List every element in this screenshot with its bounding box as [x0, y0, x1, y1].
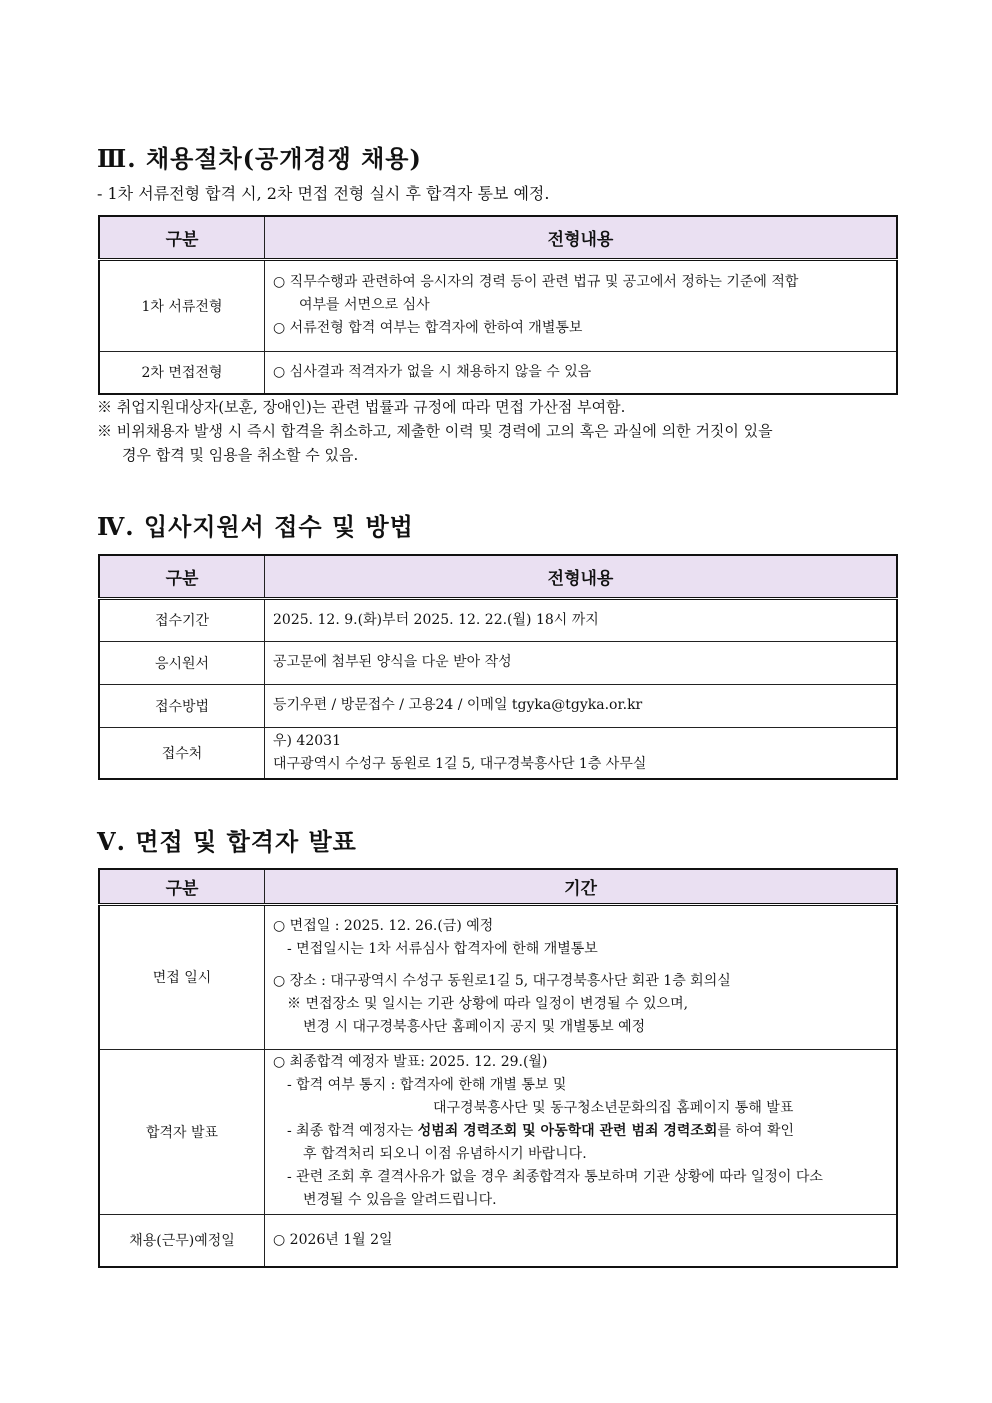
cell-line: - 면접일시는 1차 서류심사 합격자에 한해 개별통보 — [287, 941, 598, 957]
table-row — [99, 727, 897, 779]
section-5-title: Ⅴ. 면접 및 합격자 발표 — [97, 827, 357, 856]
table-row — [99, 684, 897, 727]
table-row — [99, 259, 897, 351]
table-row — [99, 351, 897, 394]
cell-line — [273, 1120, 888, 1143]
section-3-notes — [97, 395, 907, 467]
row-label: 접수처 — [99, 727, 265, 779]
cell-line: 대구광역시 수성구 동원로 1길 5, 대구경북흥사단 1층 사무실 — [273, 755, 647, 772]
header-category: 구분 — [99, 869, 265, 904]
row-label: 접수방법 — [99, 684, 265, 727]
header-category: 구분 — [99, 555, 265, 598]
interview-announcement-table — [98, 868, 898, 1268]
cell-line: 여부를 서면으로 심사 — [299, 297, 430, 313]
table-row — [99, 1214, 897, 1267]
section-3-title: Ⅲ. 채용절차(공개경쟁 채용) — [97, 144, 422, 173]
row-label: 접수기간 — [99, 598, 265, 641]
section-3-subtitle: - 1차 서류전형 합격 시, 2차 면접 전형 실시 후 합격자 통보 예정. — [97, 184, 550, 203]
cell-line: 2025. 12. 9.(화)부터 2025. 12. 22.(월) 18시 까지 — [273, 611, 599, 628]
cell-line: 대구경북흥사단 및 동구청소년문화의집 홈페이지 통해 발표 — [433, 1100, 794, 1116]
header-content: 전형내용 — [265, 555, 898, 598]
text-run: 를 하여 확인 — [717, 1123, 794, 1139]
text-run-bold: 성범죄 경력조회 및 아동학대 관련 범죄 경력조회 — [417, 1123, 718, 1139]
cell-line: ○ 장소 : 대구광역시 수성구 동원로1길 5, 대구경북흥사단 회관 1층 회의실 — [273, 973, 731, 989]
cell-line: ※ 면접장소 및 일시는 기관 상황에 따라 일정이 변경될 수 있으며, — [287, 996, 689, 1012]
row-label: 2차 면접전형 — [99, 351, 265, 394]
cell-line: 공고문에 첨부된 양식을 다운 받아 작성 — [273, 654, 512, 670]
table-row — [99, 904, 897, 1049]
cell-line: ○ 2026년 1월 2일 — [273, 1231, 393, 1248]
cell-line: ○ 면접일 : 2025. 12. 26.(금) 예정 — [273, 918, 494, 934]
application-method-table — [98, 554, 898, 780]
cell-line: 우) 42031 — [273, 732, 341, 749]
cell-line: 후 합격처리 되오니 이점 유념하시기 바랍니다. — [303, 1146, 587, 1162]
cell-line: - 관련 조회 후 결격사유가 없을 경우 최종합격자 통보하며 기관 상황에 따라 일정이 다소 — [287, 1169, 823, 1185]
row-label: 면접 일시 — [99, 904, 265, 1049]
header-category: 구분 — [99, 216, 265, 259]
cell-line: - 합격 여부 통지 : 합격자에 한해 개별 통보 및 — [287, 1077, 567, 1093]
note-line: ※ 비위채용자 발생 시 즉시 합격을 취소하고, 제출한 이력 및 경력에 고의 혹은 과실에 의한 거짓이 있을 — [97, 422, 773, 440]
row-label: 합격자 발표 — [99, 1049, 265, 1214]
table-row — [99, 641, 897, 684]
cell-line: 등기우편 / 방문접수 / 고용24 / 이메일 tgyka@tgyka.or.kr — [273, 697, 643, 713]
selection-procedure-table — [98, 215, 898, 395]
row-label: 채용(근무)예정일 — [99, 1214, 265, 1267]
cell-line: ○ 직무수행과 관련하여 응시자의 경력 등이 관련 법규 및 공고에서 정하는 기준에 적합 — [273, 274, 799, 290]
note-line: 경우 합격 및 임용을 취소할 수 있음. — [122, 446, 359, 464]
text-run: - 최종 합격 예정자는 — [287, 1123, 418, 1139]
cell-line: ○ 심사결과 적격자가 없을 시 채용하지 않을 수 있음 — [273, 363, 592, 380]
header-period: 기간 — [265, 869, 898, 904]
header-content: 전형내용 — [265, 216, 898, 259]
table-row — [99, 598, 897, 641]
cell-line: ○ 최종합격 예정자 발표: 2025. 12. 29.(월) — [273, 1054, 548, 1070]
row-label: 1차 서류전형 — [99, 259, 265, 351]
cell-line: 변경 시 대구경북흥사단 홈페이지 공지 및 개별통보 예정 — [303, 1019, 646, 1035]
cell-line: 변경될 수 있음을 알려드립니다. — [303, 1192, 497, 1208]
row-label: 응시원서 — [99, 641, 265, 684]
note-line: ※ 취업지원대상자(보훈, 장애인)는 관련 법률과 규정에 따라 면접 가산점 부여함. — [97, 398, 626, 416]
table-row — [99, 1049, 897, 1214]
section-4-title: Ⅳ. 입사지원서 접수 및 방법 — [97, 512, 414, 541]
cell-line: ○ 서류전형 합격 여부는 합격자에 한하여 개별통보 — [273, 320, 583, 336]
